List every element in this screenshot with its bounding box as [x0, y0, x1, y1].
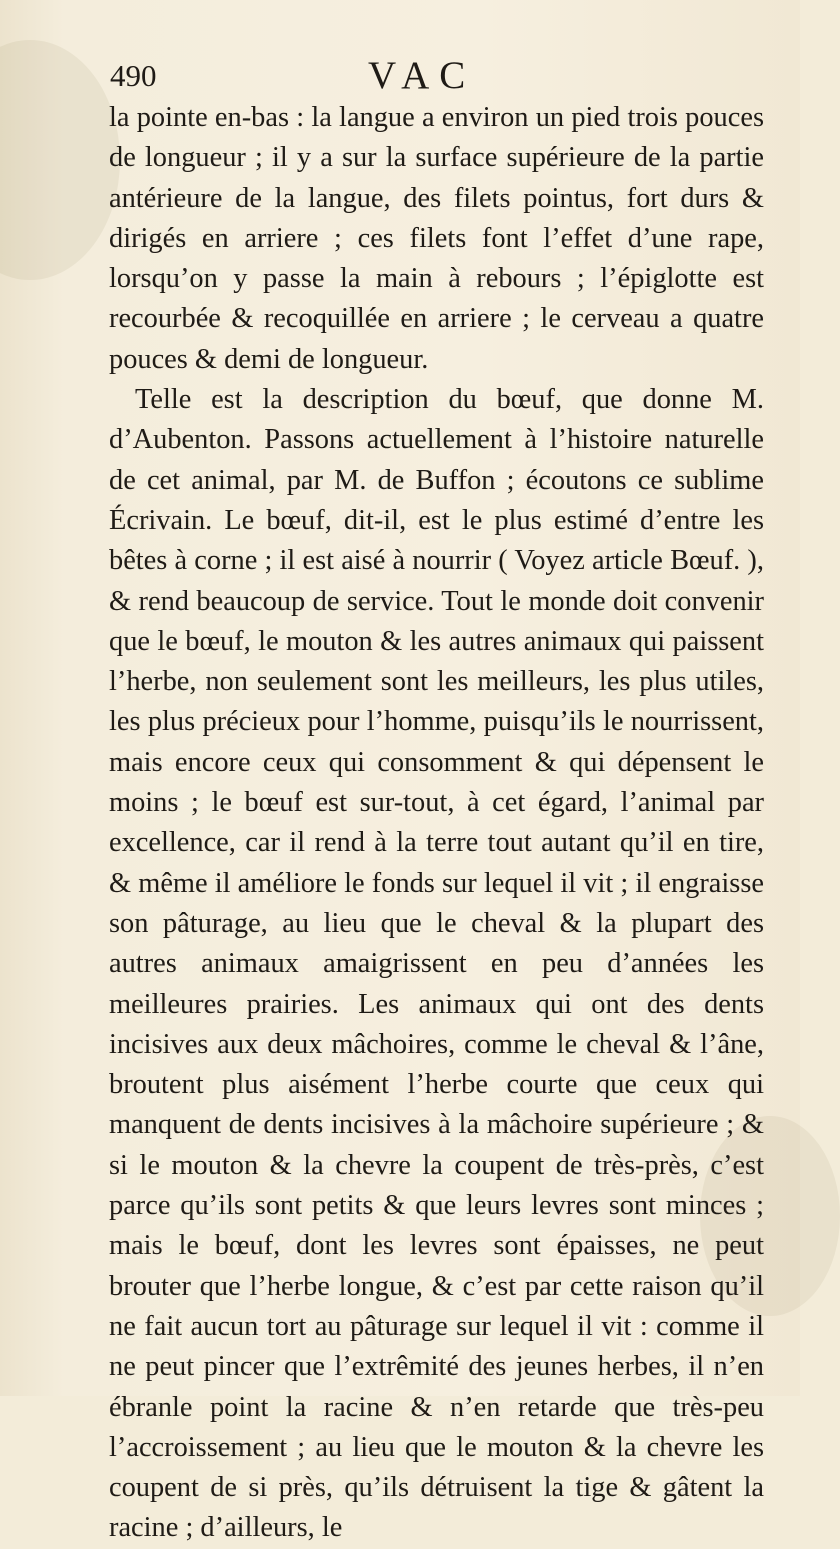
paragraph: la pointe en-bas : la langue a environ un pied trois pouces de longueur ; il y a sur la surface supérieure de la partie antérieure de la langue, des filets pointus, fort durs & dirigés en arriere ; ces filets font l’effet d’une rape, lorsqu’on y passe la main à rebours ; l’épiglotte est recourbée & recoquillée en arriere ; le cerveau a quatre pouces & demi de longueur. — [109, 102, 764, 375]
page-header — [110, 56, 800, 100]
page-number: 490 — [110, 58, 157, 93]
running-head: VAC — [368, 54, 476, 97]
main-text — [109, 98, 764, 1549]
paper-stain — [0, 40, 120, 280]
paragraph: Telle est la description du bœuf, que donne M. d’Aubenton. Passons actuellement à l’histoire naturelle de cet animal, par M. de Buffon ; écoutons ce sublime Écrivain. Le bœuf, dit-il, est le plus estimé d’entre les bêtes à corne ; il est aisé à nourrir ( Voyez article Bœuf. ), & rend beaucoup de service. Tout le monde doit convenir que le bœuf, le mouton & les autres animaux qui paissent l’herbe, non seulement sont les meilleurs, les plus utiles, les plus précieux pour l’homme, puisqu’ils le nourrissent, mais encore ceux qui consomment & qui dépensent le moins ; le bœuf est sur-tout, à cet égard, l’animal par excellence, car il rend à la terre tout autant qu’il en tire, & même il améliore le fonds sur lequel il vit ; il engraisse son pâturage, au lieu que le cheval & la plupart des autres animaux amaigrissent en peu d’années les meilleures prairies. Les animaux qui ont des dents incisives aux deux mâchoires, comme le cheval & l’âne, broutent plus aisément l’herbe courte que ceux qui manquent de dents incisives à la mâchoire supérieure ; & si le mouton & la chevre la coupent de très-près, c’est parce qu’ils sont petits & que leurs levres sont minces ; mais le bœuf, dont les levres sont épaisses, ne peut brouter que l’herbe longue, & c’est par cette raison qu’il ne fait aucun tort au pâturage sur lequel il vit : comme il ne peut pincer que l’extrêmité des jeunes herbes, il n’en ébranle point la racine & n’en retarde que très-peu l’accroissement ; au lieu que le mouton & la chevre les coupent de si près, qu’ils détruisent la tige & gâtent la racine ; d’ailleurs, le — [109, 384, 764, 1544]
